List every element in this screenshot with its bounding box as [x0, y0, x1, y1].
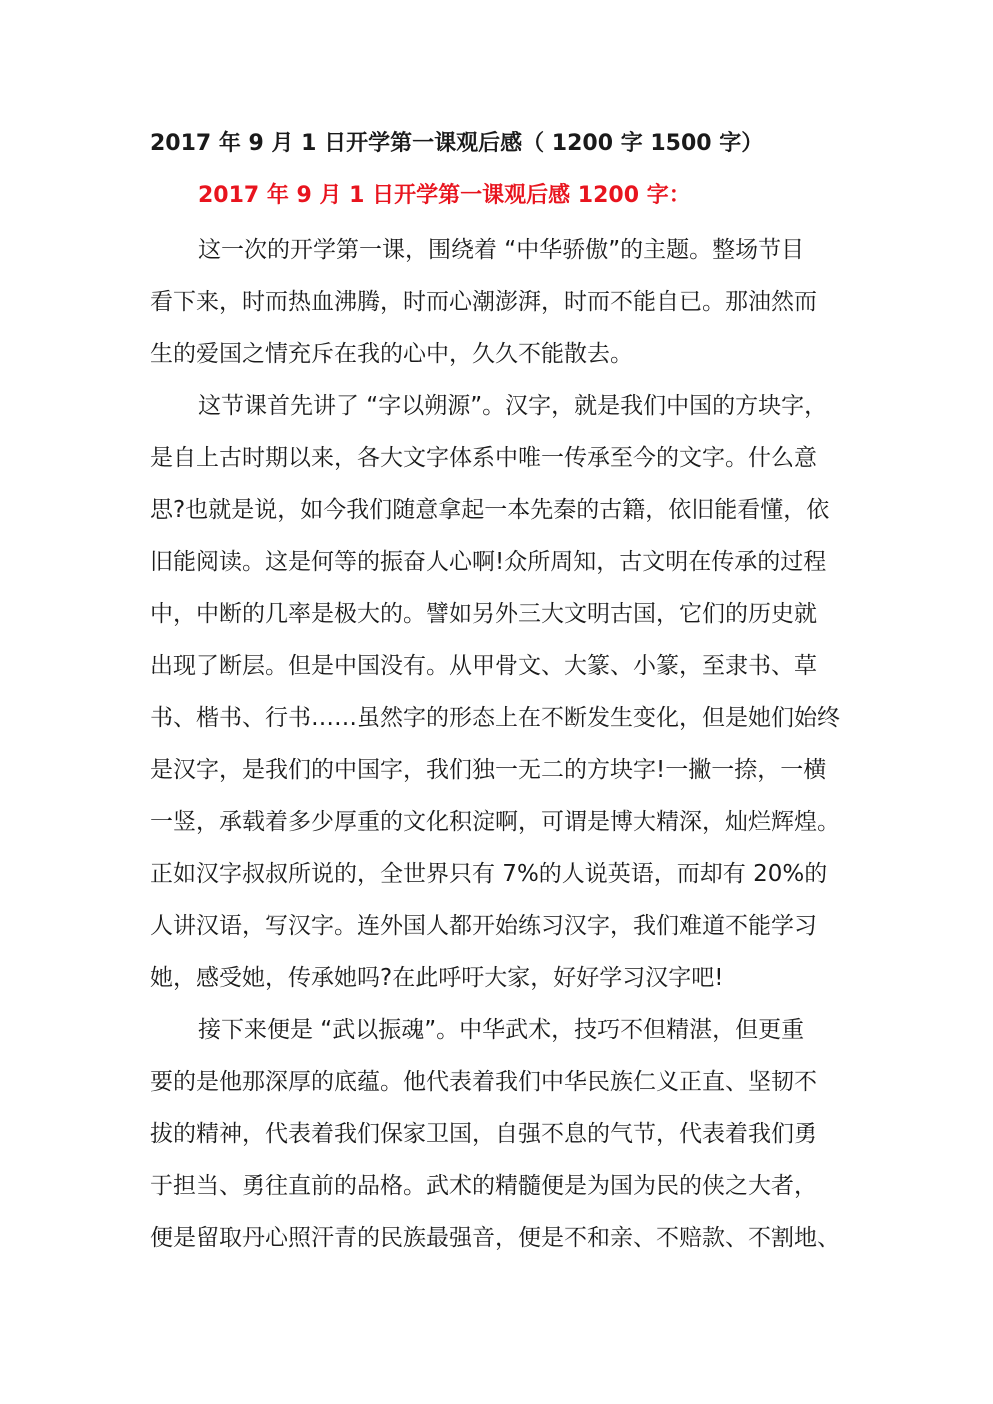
paragraph-line: 这一次的开学第一课，围绕着 “中华骄傲”的主题。整场节目 [198, 237, 805, 263]
paragraph-line: 接下来便是 “武以振魂”。中华武术，技巧不但精湛，但更重 [198, 1017, 805, 1043]
paragraph-line: 书、楷书、行书……虽然字的形态上在不断发生变化，但是她们始终 [150, 705, 840, 731]
paragraph-2 [150, 380, 840, 1004]
paragraph-line: 出现了断层。但是中国没有。从甲骨文、大篆、小篆，至隶书、草 [150, 653, 817, 679]
paragraph-line: 她，感受她，传承她吗?在此呼吁大家，好好学习汉字吧! [150, 965, 724, 991]
paragraph-line: 人讲汉语，写汉字。连外国人都开始练习汉字，我们难道不能学习 [150, 913, 817, 939]
paragraph-line: 拔的精神，代表着我们保家卫国，自强不息的气节，代表着我们勇 [150, 1121, 817, 1147]
paragraph-line: 是汉字，是我们的中国字，我们独一无二的方块字!一撇一捺，一横 [150, 757, 827, 783]
paragraph-line: 便是留取丹心照汗青的民族最强音，便是不和亲、不赔款、不割地、 [150, 1225, 840, 1251]
document-title: 2017 年 9 月 1 日开学第一课观后感（ 1200 字 1500 字） [150, 131, 764, 156]
document-subtitle: 2017 年 9 月 1 日开学第一课观后感 1200 字： [198, 183, 691, 208]
paragraph-line: 是自上古时期以来，各大文字体系中唯一传承至今的文字。什么意 [150, 445, 817, 471]
paragraph-line: 于担当、勇往直前的品格。武术的精髓便是为国为民的侠之大者， [150, 1173, 817, 1199]
paragraph-3 [150, 1004, 840, 1264]
paragraph-line: 正如汉字叔叔所说的，全世界只有 7%的人说英语，而却有 20%的 [150, 861, 828, 887]
paragraph-line: 这节课首先讲了 “字以朔源”。汉字，就是我们中国的方块字， [198, 393, 828, 419]
paragraph-line: 旧能阅读。这是何等的振奋人心啊!众所周知，古文明在传承的过程 [150, 549, 827, 575]
paragraph-line: 中，中断的几率是极大的。譬如另外三大文明古国，它们的历史就 [150, 601, 817, 627]
paragraph-line: 看下来，时而热血沸腾，时而心潮澎湃，时而不能自已。那油然而 [150, 289, 817, 315]
paragraph-line: 思?也就是说，如今我们随意拿起一本先秦的古籍，依旧能看懂，依 [150, 497, 830, 523]
paragraph-1 [150, 224, 840, 380]
paragraph-line: 一竖，承载着多少厚重的文化积淀啊，可谓是博大精深，灿烂辉煌。 [150, 809, 840, 835]
paragraph-line: 生的爱国之情充斥在我的心中，久久不能散去。 [150, 341, 633, 367]
paragraph-line: 要的是他那深厚的底蕴。他代表着我们中华民族仁义正直、坚韧不 [150, 1069, 817, 1095]
